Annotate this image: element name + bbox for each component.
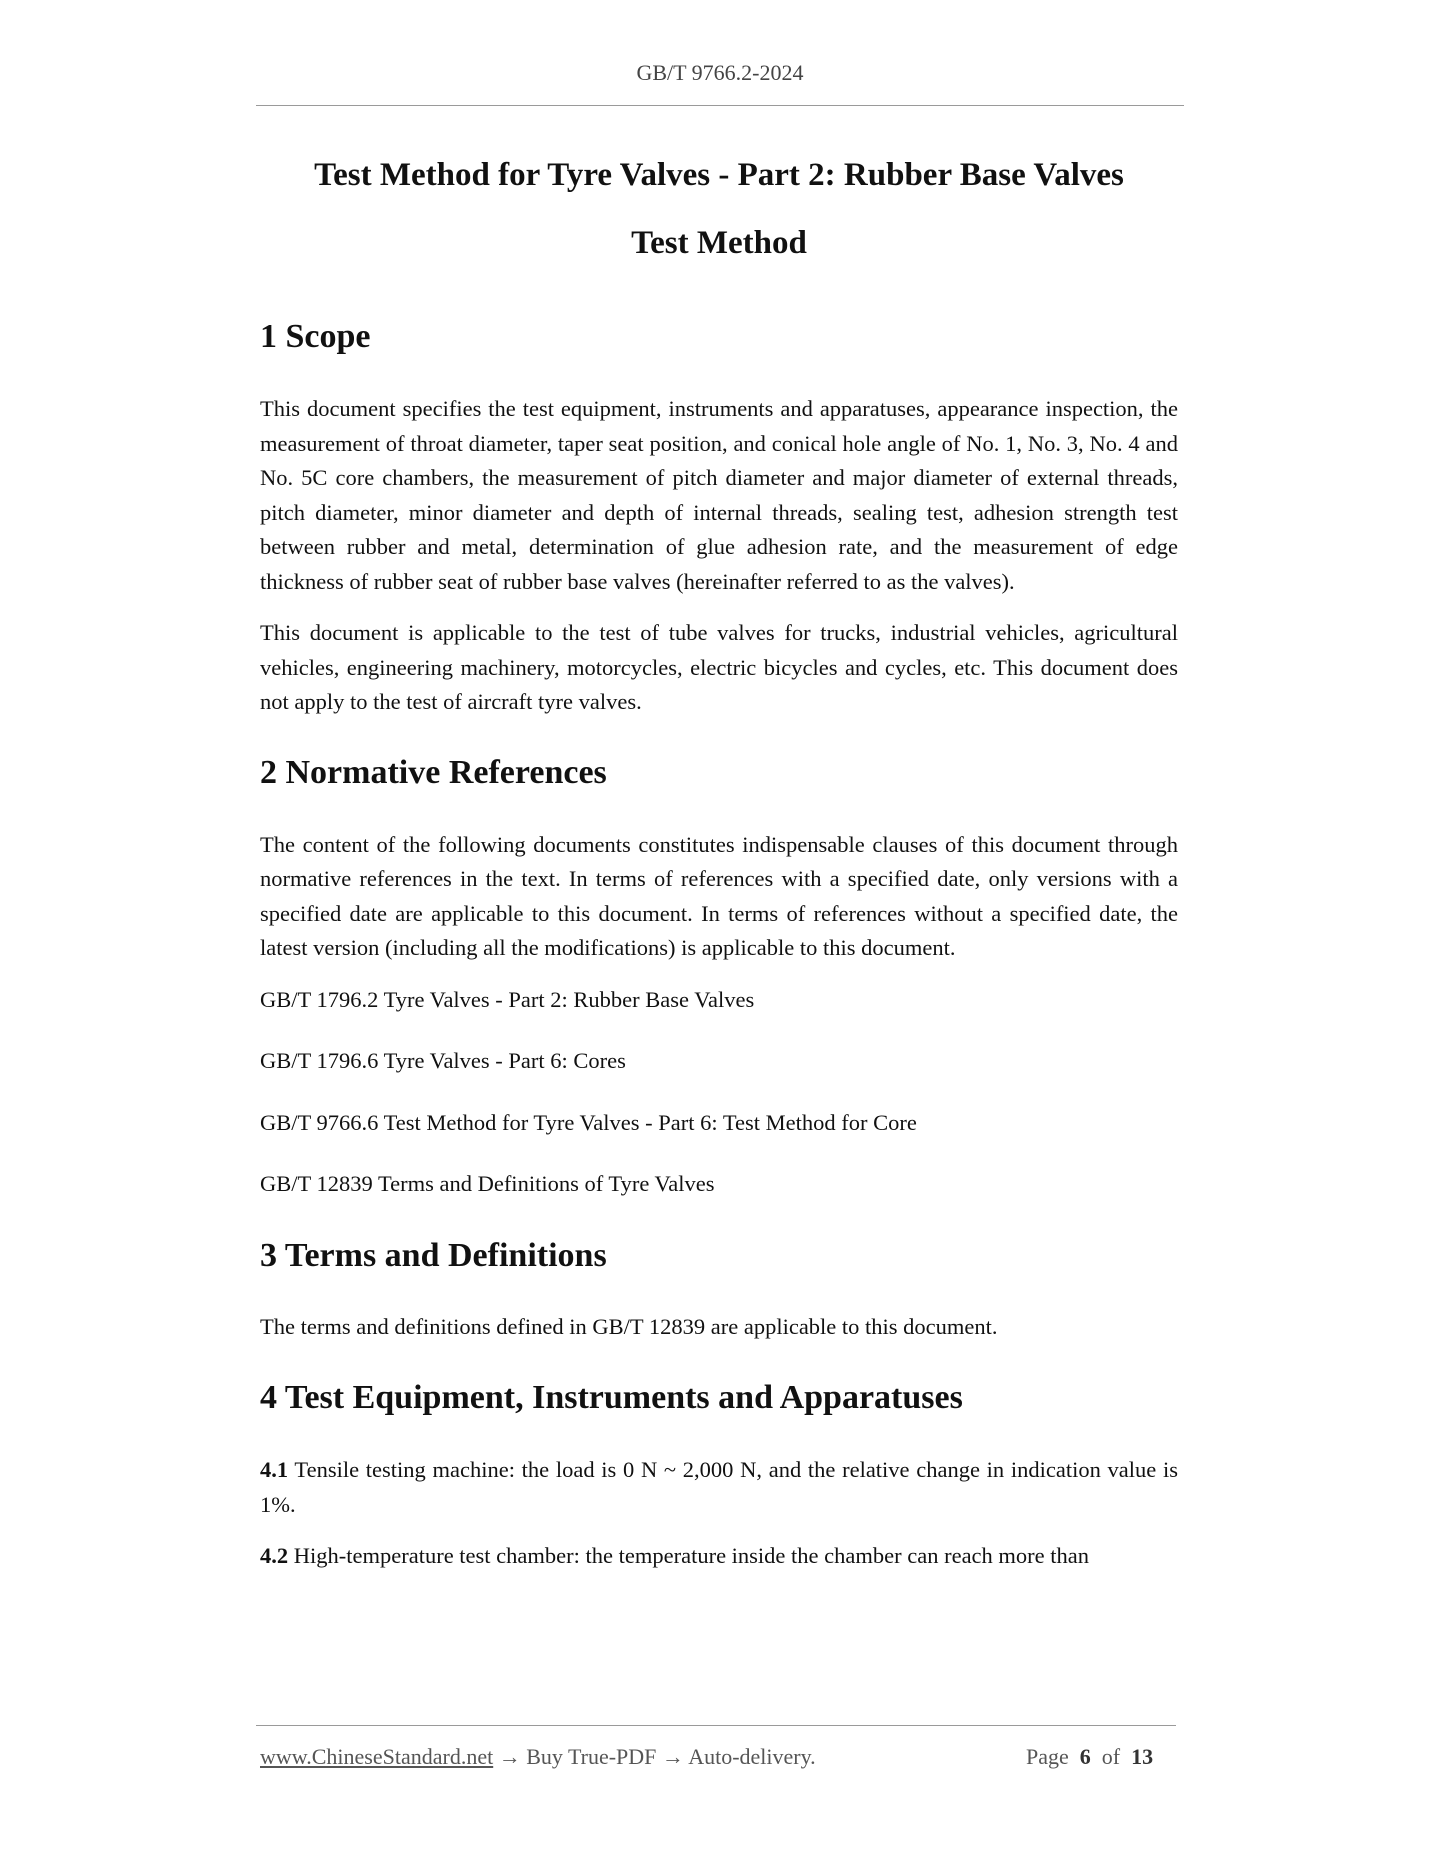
- page-label: Page: [1026, 1744, 1069, 1769]
- page-total: 13: [1131, 1744, 1154, 1769]
- footer-divider: [256, 1725, 1176, 1726]
- section-3-paragraph-1: The terms and definitions defined in GB/T 12839 are applicable to this document.: [260, 1313, 998, 1339]
- section-1-paragraph-2: This document is applicable to the test of tube valves for trucks, industrial vehicles, agricultural vehicles, engineering machinery, motorcycles, electric bicycles and cycles, etc. This document does not apply to the test of aircraft tyre valves.: [260, 620, 1178, 714]
- site-link[interactable]: www.ChineseStandard.net: [260, 1744, 494, 1769]
- footer-promo-text: → Buy True-PDF → Auto-delivery.: [493, 1744, 816, 1769]
- page-number: 6: [1079, 1744, 1091, 1769]
- clause-4-2-number: 4.2: [260, 1543, 289, 1568]
- section-1-heading: 1 Scope: [260, 318, 371, 355]
- document-title-line1: Test Method for Tyre Valves - Part 2: Rubber Base Valves: [314, 157, 1124, 193]
- footer-promo: [260, 1744, 816, 1770]
- reference-item: GB/T 9766.6 Test Method for Tyre Valves - Part 6: Test Method for Core: [260, 1109, 917, 1135]
- header-divider: [256, 105, 1184, 106]
- section-3-heading: 3 Terms and Definitions: [260, 1236, 607, 1274]
- section-1-paragraph-1: This document specifies the test equipment, instruments and apparatuses, appearance inspection, the measurement of throat diameter, taper seat position, and conical hole angle of No. 1, No. 3, No. 4 and No. 5C core chambers, the measurement of pitch diameter and major diameter of external threads, pitch diameter, minor diameter and depth of internal threads, sealing test, adhesion strength test between rubber and metal, determination of glue adhesion rate, and the measurement of edge thickness of rubber seat of rubber base valves (hereinafter referred to as the valves).: [260, 396, 1178, 594]
- reference-item: GB/T 1796.2 Tyre Valves - Part 2: Rubber Base Valves: [260, 986, 755, 1012]
- of-label: of: [1101, 1744, 1121, 1769]
- clause-4-1-number: 4.1: [260, 1457, 289, 1482]
- page-content: [260, 154, 1178, 1574]
- section-2-paragraph-1: The content of the following documents constitutes indispensable clauses of this document through normative references in the text. In terms of references with a specified date, only versions with a specified date are applicable to this document. In terms of references without a specified date, the latest version (including all the modifications) is applicable to this document.: [260, 831, 1178, 960]
- clause-4-1: [260, 1453, 1178, 1522]
- section-2-heading: 2 Normative References: [260, 753, 607, 791]
- clause-4-2: [260, 1539, 1178, 1574]
- page-indicator: [1026, 1744, 1153, 1770]
- document-code-header: GB/T 9766.2-2024: [636, 60, 804, 85]
- reference-item: GB/T 1796.6 Tyre Valves - Part 6: Cores: [260, 1048, 626, 1073]
- reference-item: GB/T 12839 Terms and Definitions of Tyre Valves: [260, 1171, 715, 1196]
- clause-4-1-text: Tensile testing machine: the load is 0 N ~ 2,000 N, and the relative change in indication value is 1%.: [260, 1457, 1178, 1517]
- clause-4-2-text: High-temperature test chamber: the temperature inside the chamber can reach more than: [288, 1543, 1090, 1568]
- section-4-heading: 4 Test Equipment, Instruments and Apparatuses: [260, 1379, 963, 1416]
- document-title-line2: Test Method: [631, 225, 807, 261]
